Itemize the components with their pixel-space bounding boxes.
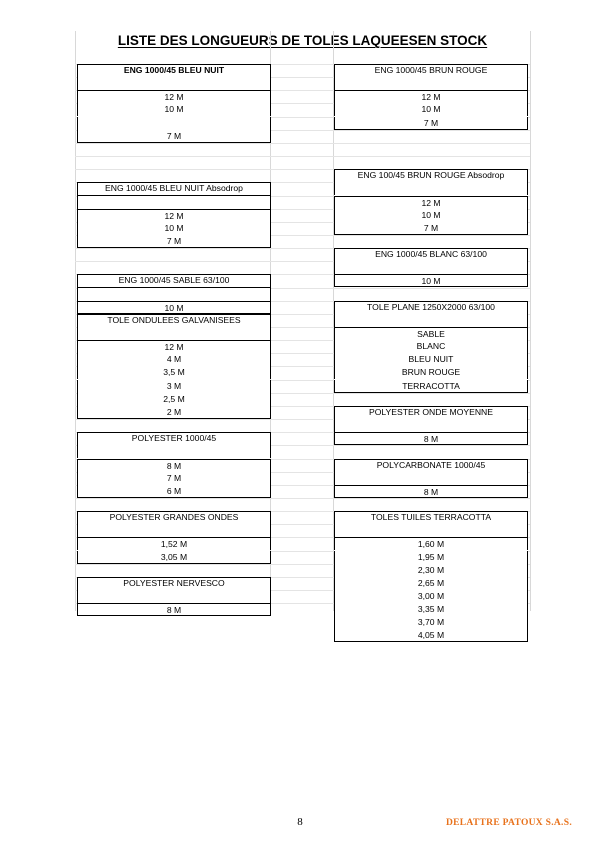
length-cell: 3,70 M — [334, 616, 528, 629]
length-cell: 2,65 M — [334, 577, 528, 590]
length-cell: 12 M — [334, 90, 528, 103]
length-cell: 12 M — [77, 209, 271, 222]
length-cell: 8 M — [77, 603, 271, 616]
blank-cell — [334, 261, 528, 274]
length-cell: 2 M — [77, 406, 271, 419]
length-cell: BRUN ROUGE — [334, 366, 528, 379]
product-header: ENG 1000/45 BLANC 63/100 — [334, 248, 528, 262]
blank-cell — [77, 590, 271, 603]
length-cell: 7 M — [77, 472, 271, 485]
length-cell: 3,35 M — [334, 603, 528, 616]
length-cell: SABLE — [334, 327, 528, 340]
length-cell: 10 M — [334, 103, 528, 116]
blank-cell — [334, 472, 528, 485]
length-cell: 8 M — [334, 432, 528, 445]
length-cell: BLEU NUIT — [334, 353, 528, 366]
page-title-text: LISTE DES LONGUEURS DE TOLES LAQUEESEN STOCK — [117, 33, 488, 48]
length-cell: 10 M — [77, 222, 271, 235]
grid-row-line — [75, 498, 530, 499]
product-header: POLYESTER NERVESCO — [77, 577, 271, 591]
length-cell: 3 M — [77, 380, 271, 393]
blank-cell — [334, 524, 528, 537]
blank-cell — [77, 327, 271, 340]
blank-cell — [77, 288, 271, 301]
blank-cell — [334, 314, 528, 327]
grid-column-line — [530, 31, 531, 611]
product-header: TOLE ONDULEES GALVANISEES — [77, 314, 271, 328]
product-header: TOLE PLANE 1250X2000 63/100 — [334, 301, 528, 315]
product-header: ENG 1000/45 BLEU NUIT Absodrop — [77, 182, 271, 196]
length-cell: 3,5 M — [77, 366, 271, 379]
length-cell: 3,05 M — [77, 551, 271, 564]
blank-cell — [77, 77, 271, 90]
length-cell: 12 M — [77, 340, 271, 353]
grid-row-line — [75, 156, 530, 157]
length-cell: 8 M — [77, 459, 271, 472]
length-cell: 3,00 M — [334, 590, 528, 603]
page-title — [75, 31, 530, 51]
grid-row-line — [75, 143, 530, 144]
blank-cell — [334, 77, 528, 90]
length-cell: 2,5 M — [77, 393, 271, 406]
blank-cell — [77, 117, 271, 130]
product-header: POLYESTER 1000/45 — [77, 432, 271, 446]
length-cell: 7 M — [77, 130, 271, 143]
length-cell: 1,52 M — [77, 537, 271, 550]
length-cell: 4 M — [77, 353, 271, 366]
length-cell: 7 M — [334, 117, 528, 130]
blank-cell — [334, 182, 528, 195]
length-cell: 1,60 M — [334, 537, 528, 550]
length-cell: 1,95 M — [334, 551, 528, 564]
length-cell: 7 M — [77, 235, 271, 248]
product-header: ENG 1000/45 BLEU NUIT — [77, 64, 271, 78]
stock-spreadsheet — [75, 31, 530, 641]
page-number: 8 — [297, 816, 303, 828]
blank-cell — [77, 445, 271, 458]
length-cell: 6 M — [77, 485, 271, 498]
company-name: DELATTRE PATOUX S.A.S. — [446, 818, 572, 828]
length-cell: 7 M — [334, 222, 528, 235]
product-header: POLYESTER ONDE MOYENNE — [334, 406, 528, 420]
product-header: ENG 100/45 BRUN ROUGE Absodrop — [334, 169, 528, 183]
length-cell: 12 M — [334, 196, 528, 209]
length-cell: 2,30 M — [334, 564, 528, 577]
length-cell: 10 M — [77, 301, 271, 314]
length-cell: BLANC — [334, 340, 528, 353]
length-cell: 12 M — [77, 90, 271, 103]
length-cell: 10 M — [334, 274, 528, 287]
product-header: POLYCARBONATE 1000/45 — [334, 459, 528, 473]
product-header: ENG 1000/45 BRUN ROUGE — [334, 64, 528, 78]
product-header: ENG 1000/45 SABLE 63/100 — [77, 274, 271, 288]
length-cell: 8 M — [334, 485, 528, 498]
length-cell: 10 M — [334, 209, 528, 222]
blank-cell — [77, 524, 271, 537]
length-cell: 10 M — [77, 103, 271, 116]
blank-cell — [77, 196, 271, 209]
length-cell: 4,05 M — [334, 629, 528, 642]
length-cell: TERRACOTTA — [334, 380, 528, 393]
blank-cell — [334, 419, 528, 432]
product-header: TOLES TUILES TERRACOTTA — [334, 511, 528, 525]
product-header: POLYESTER GRANDES ONDES — [77, 511, 271, 525]
